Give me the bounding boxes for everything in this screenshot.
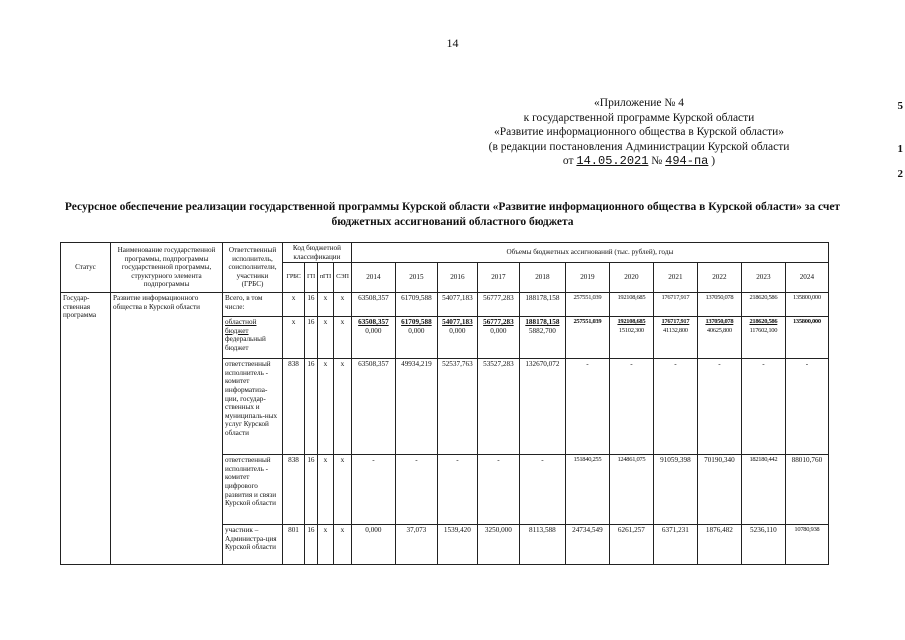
value-cell: 132670,072	[519, 359, 565, 455]
header-year: 2014	[351, 263, 395, 293]
value-cell: 91059,398	[653, 455, 697, 525]
value-cell: 182180,442	[741, 455, 785, 525]
program-name-cell: Развитие информационного общества в Курской области	[111, 293, 223, 565]
header-year: 2015	[395, 263, 437, 293]
decree-date: 14.05.2021	[576, 154, 649, 169]
header-year: 2017	[477, 263, 519, 293]
appendix-line-1: «Приложение № 4	[594, 97, 684, 109]
value-cell: 8113,588	[519, 525, 565, 565]
code-cell: x	[333, 525, 351, 565]
value-cell: -	[519, 455, 565, 525]
header-volume-group: Объемы бюджетных ассигнований (тыс. рублей), годы	[351, 243, 828, 263]
header-code-group: Код бюджетной классификации	[283, 243, 352, 263]
header-year: 2022	[697, 263, 741, 293]
value-cell: -	[741, 359, 785, 455]
status-cell: Государ-ственная программа	[61, 293, 111, 565]
value-cell: -	[697, 359, 741, 455]
value-cell: 192108,685	[609, 293, 653, 317]
code-cell: x	[283, 317, 305, 359]
federal-value: 0,000	[490, 326, 507, 335]
number-prefix: №	[651, 155, 663, 168]
value-cell: -	[437, 455, 477, 525]
code-cell: x	[333, 359, 351, 455]
value-cell	[565, 317, 609, 359]
header-year: 2021	[653, 263, 697, 293]
value-cell: 137050,078	[697, 293, 741, 317]
value-cell: 24734,549	[565, 525, 609, 565]
value-cell	[519, 317, 565, 359]
regional-value: 54077,183	[442, 318, 473, 327]
value-cell: -	[477, 455, 519, 525]
value-cell: 56777,283	[477, 293, 519, 317]
margin-mark-1: 5	[897, 100, 903, 112]
value-cell: 52537,763	[437, 359, 477, 455]
federal-value: 0,000	[365, 326, 382, 335]
value-cell: 135800,000	[785, 293, 828, 317]
value-cell	[785, 317, 828, 359]
date-close: )	[711, 155, 716, 168]
appendix-date-line	[459, 154, 819, 169]
appendix-line-2: к государственной программе Курской области	[523, 111, 755, 124]
value-cell: 5236,110	[741, 525, 785, 565]
code-cell: x	[333, 455, 351, 525]
code-cell: 801	[283, 525, 305, 565]
value-cell	[741, 317, 785, 359]
value-cell: 257551,039	[565, 293, 609, 317]
federal-value: 15102,300	[618, 326, 644, 334]
code-cell: x	[333, 317, 351, 359]
value-cell: -	[351, 455, 395, 525]
value-cell: 0,000	[351, 525, 395, 565]
code-cell: 16	[305, 525, 318, 565]
value-cell: 63508,357	[351, 359, 395, 455]
value-cell: 124861,075	[609, 455, 653, 525]
code-cell: x	[283, 293, 305, 317]
row-label: ответственный исполнитель - комитет цифрового развития и связи Курской области	[223, 455, 283, 525]
value-cell: 1876,482	[697, 525, 741, 565]
date-prefix: от	[562, 155, 574, 168]
regional-value: 63508,357	[358, 318, 389, 327]
regional-value: 192108,685	[617, 318, 646, 326]
table-row	[61, 293, 829, 317]
value-cell: 49934,219	[395, 359, 437, 455]
code-cell: 16	[305, 455, 318, 525]
code-cell: x	[317, 293, 333, 317]
value-cell: 37,073	[395, 525, 437, 565]
regional-value: 188178,158	[525, 318, 560, 327]
value-cell: -	[653, 359, 697, 455]
code-cell: x	[317, 525, 333, 565]
code-cell: x	[317, 317, 333, 359]
regional-value: 135800,000	[792, 318, 821, 326]
federal-value: 0,000	[408, 326, 425, 335]
value-cell: 54077,183	[437, 293, 477, 317]
code-cell: 16	[305, 317, 318, 359]
code-cell: x	[333, 293, 351, 317]
regional-value: 257551,039	[573, 318, 602, 326]
appendix-header	[459, 96, 819, 169]
code-cell: 838	[283, 455, 305, 525]
appendix-line-3: «Развитие информационного общества в Курской области»	[493, 126, 785, 139]
decree-number: 494-па	[665, 154, 709, 169]
code-cell: 838	[283, 359, 305, 455]
value-cell	[653, 317, 697, 359]
row-label	[223, 317, 283, 359]
value-cell: 70190,340	[697, 455, 741, 525]
value-cell: 188178,158	[519, 293, 565, 317]
regional-value: 56777,283	[483, 318, 514, 327]
header-year: 2019	[565, 263, 609, 293]
code-cell: 16	[305, 359, 318, 455]
value-cell: 63508,357	[351, 293, 395, 317]
value-cell	[609, 317, 653, 359]
header-code-pgp: пГП	[317, 263, 333, 293]
header-status: Статус	[61, 243, 111, 293]
header-year: 2020	[609, 263, 653, 293]
value-cell: 53527,283	[477, 359, 519, 455]
value-cell	[351, 317, 395, 359]
header-year: 2016	[437, 263, 477, 293]
value-cell	[697, 317, 741, 359]
resource-table	[60, 242, 829, 565]
federal-value: 0,000	[449, 326, 466, 335]
regional-value: 137050,078	[705, 318, 734, 326]
header-year: 2018	[519, 263, 565, 293]
value-cell	[395, 317, 437, 359]
header-year: 2024	[785, 263, 828, 293]
header-code-gp: ГП	[305, 263, 318, 293]
value-cell: 10780,938	[785, 525, 828, 565]
header-code-grbs: ГРБС	[283, 263, 305, 293]
margin-mark-2: 1	[897, 143, 903, 155]
regional-value: 61709,588	[401, 318, 432, 327]
value-cell: 61709,588	[395, 293, 437, 317]
value-cell: -	[565, 359, 609, 455]
appendix-line-4: (в редакции постановления Администрации Курской области	[488, 140, 790, 153]
row-label: участник – Администра-ция Курской области	[223, 525, 283, 565]
federal-value: 5882,700	[528, 326, 556, 335]
code-cell: 16	[305, 293, 318, 317]
header-responsible: Ответственный исполнитель, соисполнители, участники (ГРБС)	[223, 243, 283, 293]
value-cell: 218620,586	[741, 293, 785, 317]
margin-mark-3: 2	[897, 168, 903, 180]
value-cell: -	[785, 359, 828, 455]
page-number: 14	[446, 36, 459, 50]
value-cell	[437, 317, 477, 359]
value-cell: -	[395, 455, 437, 525]
federal-budget-label: федеральный бюджет	[225, 335, 266, 352]
value-cell: 6371,231	[653, 525, 697, 565]
value-cell	[477, 317, 519, 359]
value-cell: 88010,760	[785, 455, 828, 525]
value-cell: -	[609, 359, 653, 455]
federal-value: 117602,100	[749, 326, 778, 334]
header-name: Наименование государственной программы, подпрограммы государственной программы, структурного элемента подпрограммы	[111, 243, 223, 293]
row-label: Всего, в том числе:	[223, 293, 283, 317]
code-cell: x	[317, 455, 333, 525]
header-code-sep: СЭП	[333, 263, 351, 293]
federal-value: 41132,800	[663, 326, 688, 334]
value-cell: 151840,255	[565, 455, 609, 525]
value-cell: 3250,000	[477, 525, 519, 565]
value-cell: 1539,420	[437, 525, 477, 565]
value-cell: 6261,257	[609, 525, 653, 565]
value-cell: 176717,917	[653, 293, 697, 317]
regional-value: 176717,917	[661, 318, 690, 326]
regional-value: 218620,586	[749, 318, 778, 326]
header-year: 2023	[741, 263, 785, 293]
row-label: ответственный исполнитель - комитет информатиза-ции, государ-ственных и муниципаль-ных услуг Курской области	[223, 359, 283, 455]
federal-value: 40625,800	[706, 326, 732, 334]
document-title: Ресурсное обеспечение реализации государственной программы Курской области «Развитие информационного общества в Курской области» за счет бюджетных ассигнований областного бюджета	[64, 201, 841, 228]
code-cell: x	[317, 359, 333, 455]
regional-budget-label: областной бюджет	[225, 318, 257, 335]
